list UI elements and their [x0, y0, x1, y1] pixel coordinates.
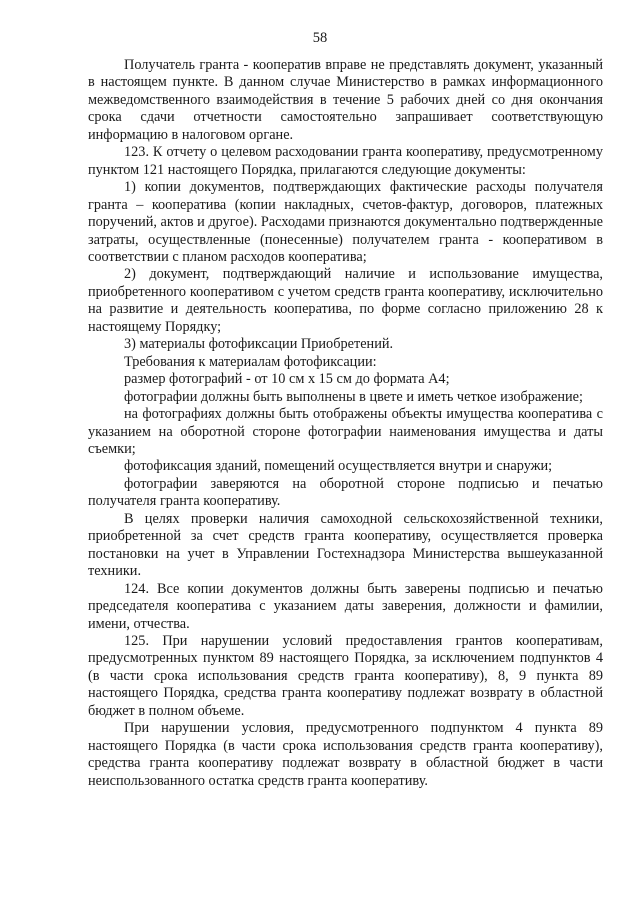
- paragraph-clause-123: 123. К отчету о целевом расходовании гранта кооперативу, предусмотренному пунктом 121 настоящего Порядка, прилагаются следующие документы:: [88, 144, 603, 178]
- paragraph-clause-125: 125. При нарушении условий предоставления грантов кооперативам, предусмотренных пунктом 89 настоящего Порядка, за исключением подпунктов 4 (в части срока использования средств гранта кооперативу), 8, 9 пункта 89 настоящего Порядка, средства гранта кооперативу подлежат возврату в областной бюджет в полном объеме.: [88, 632, 603, 719]
- paragraph-photo-buildings: фотофиксация зданий, помещений осуществляется внутри и снаружи;: [124, 458, 553, 475]
- paragraph-clause-124: 124. Все копии документов должны быть заверены подписью и печатью председателя кооператива с указанием даты заверения, должности и фамилии, имени, отчества.: [88, 580, 603, 632]
- paragraph-photo-objects: на фотографиях должны быть отображены объекты имущества кооператива с указанием на оборотной стороне фотографии наименования имущества и даты съемки;: [88, 406, 603, 457]
- paragraph-machinery-check: В целях проверки наличия самоходной сельскохозяйственной техники, приобретенной за счет средств гранта кооперативу, осуществляется проверка постановки на учет в Управлении Гостехнадзора Министерства вышеуказанной техники.: [88, 510, 603, 580]
- paragraph-violation-refund: При нарушении условия, предусмотренного подпунктом 4 пункта 89 настоящего Порядка (в части срока использования средств гранта кооперативу), средства гранта кооперативу подлежат возврату в областной бюджет в части неиспользованного остатка средств гранта кооперативу.: [88, 720, 603, 789]
- document-body: [88, 57, 603, 790]
- paragraph-item-1: 1) копии документов, подтверждающих фактические расходы получателя гранта – кооператива (копии накладных, счетов-фактур, договоров, платежных поручений, актов и другое). Расходами признаются документально подтвержденные затраты, осуществленные (понесенные) получателем гранта - кооперативом в соответствии с планом расходов кооператива;: [88, 179, 603, 265]
- paragraph-photo-requirements: Требования к материалам фотофиксации:: [124, 353, 377, 370]
- paragraph-photo-certification: фотографии заверяются на оборотной стороне подписью и печатью получателя гранта кооперативу.: [88, 475, 603, 510]
- paragraph-recipient-right: Получатель гранта - кооператив вправе не представлять документ, указанный в настоящем пункте. В данном случае Министерство в рамках информационного межведомственного взаимодействия в течение 5 рабочих дней со дня окончания срока сдачи отчетности самостоятельно запрашивает соответствующую информацию в налоговом органе.: [88, 57, 603, 143]
- page-number: 58: [312, 30, 328, 46]
- paragraph-photo-size: размер фотографий - от 10 см х 15 см до формата А4;: [124, 371, 450, 388]
- paragraph-photo-color: фотографии должны быть выполнены в цвете и иметь четкое изображение;: [124, 388, 583, 405]
- paragraph-item-2: 2) документ, подтверждающий наличие и использование имущества, приобретенного кооперативом с учетом средств гранта кооперативу, исключительно на развитие и деятельность кооператива, по форме согласно приложению 28 к настоящему Порядку;: [88, 266, 603, 335]
- paragraph-item-3: 3) материалы фотофиксации Приобретений.: [124, 336, 394, 353]
